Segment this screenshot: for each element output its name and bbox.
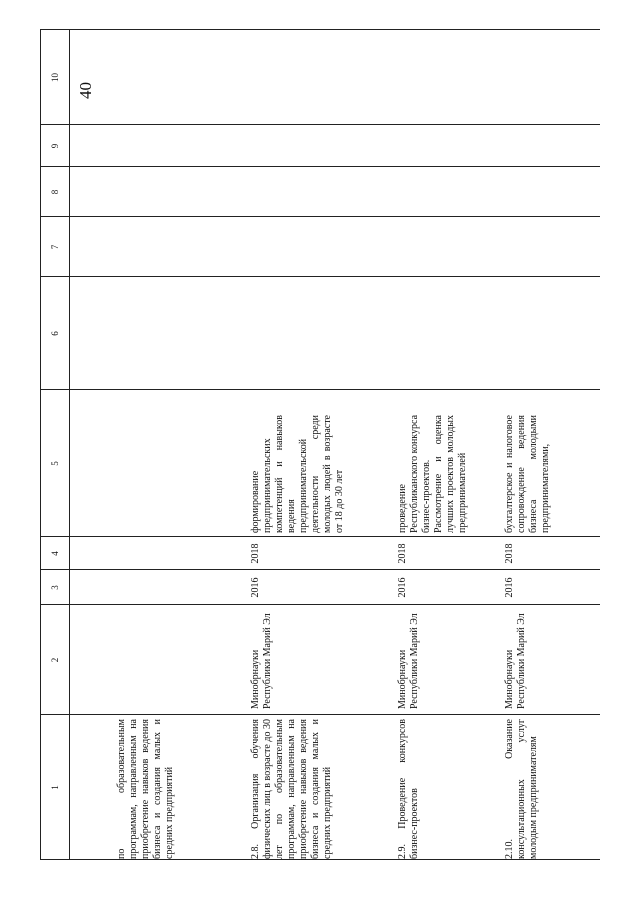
column-rule <box>40 389 600 390</box>
cell-result: проведение Республиканского конкурса бизнес-проектов. Рассмотрение и оценка лучших проектов молодых предпринимателей <box>397 414 468 533</box>
cell-description: 2.10. Оказание консультационных услуг молодым предпринимателям <box>504 719 539 859</box>
cell-description: 2.9. Проведение конкурсов бизнес-проектов <box>397 719 420 859</box>
column-rule <box>40 276 600 277</box>
column-header: 1 <box>50 785 60 790</box>
cell-result: формирование предпринимательских компетенций и навыков ведения предпринимательской деятельности среди молодых людей в возрасте от 18 до 30 лет <box>250 415 345 533</box>
cell-responsible: Минобрнауки Республики Марий Эл <box>397 613 420 709</box>
cell-responsible: Минобрнауки Республики Марий Эл <box>250 613 273 709</box>
column-rule <box>40 859 600 860</box>
column-rule <box>40 216 600 217</box>
cell-responsible: Минобрнауки Республики Марий Эл <box>504 613 527 709</box>
cell-end-year: 2018 <box>504 543 515 564</box>
column-rule <box>40 569 600 570</box>
cell-description: по образовательным программам, направленным на приобретение навыков ведения бизнеса и создания малых и средних предприятий <box>116 719 175 859</box>
column-header: 3 <box>50 585 60 590</box>
cell-start-year: 2016 <box>397 577 408 598</box>
column-header: 7 <box>50 244 60 250</box>
header-divider <box>69 30 70 860</box>
cell-start-year: 2016 <box>250 577 261 598</box>
column-header: 2 <box>50 657 60 663</box>
column-header: 5 <box>50 461 60 466</box>
column-rule <box>40 166 600 167</box>
column-header: 4 <box>50 551 60 556</box>
column-header: 6 <box>50 331 60 336</box>
table-border-top <box>40 30 41 860</box>
page-number: 40 <box>76 82 95 99</box>
cell-result: бухгалтерское и налоговое сопровождение ведения бизнеса молодыми предпринимателями, <box>504 415 551 533</box>
column-rule <box>40 714 600 715</box>
cell-end-year: 2018 <box>397 543 408 564</box>
cell-start-year: 2016 <box>504 577 515 598</box>
column-rule <box>40 124 600 125</box>
cell-description: 2.8. Организация обучения физических лиц в возрасте до 30 лет по образовательным программам, направленным на приобретение навыков ведения бизнеса и создания малых и средних предприятий <box>250 719 333 859</box>
column-rule <box>40 536 600 537</box>
column-header: 10 <box>50 73 60 82</box>
cell-end-year: 2018 <box>250 543 261 564</box>
column-rule <box>40 29 600 30</box>
column-header: 9 <box>50 143 60 149</box>
column-header: 8 <box>50 189 60 195</box>
column-rule <box>40 604 600 605</box>
